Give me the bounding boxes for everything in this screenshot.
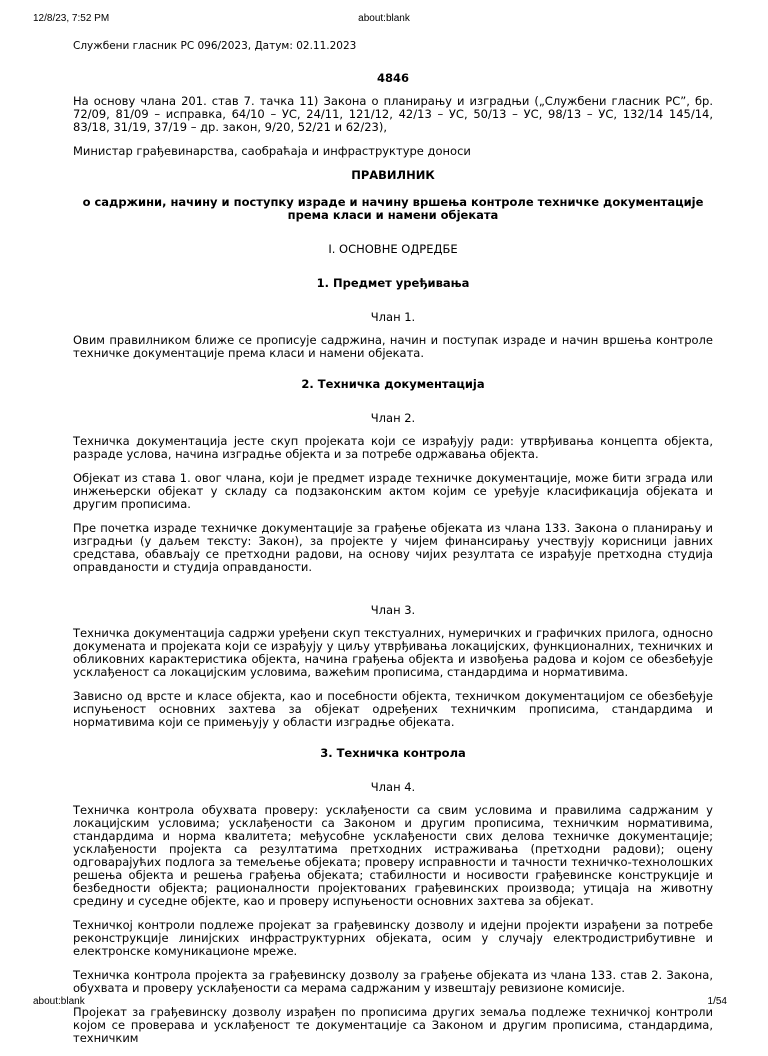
print-page-count: 1/54 xyxy=(707,996,727,1007)
gazette-reference: Службени гласник РС 096/2023, Датум: 02.11.2023 xyxy=(73,40,357,52)
print-url: about:blank xyxy=(33,996,85,1007)
article-3-label: Члан 3. xyxy=(370,603,416,617)
document-body xyxy=(73,40,713,1056)
print-page-title: about:blank xyxy=(358,13,410,24)
article-3-paragraph-1: Техничка документација садржи уређени скуп текстуалних, нумеричких и графичких прилога, односно докумената и пројеката који се израђују у циљу утврђивања локацијских, функционалних, техничких и обликовних карактеристика објекта, начина грађења објекта и извођења радова и којом се обезбеђује усклађеност са локацијским условима, важећим прописима, стандардима и нормативима. xyxy=(73,626,713,679)
article-4-paragraph-4: Пројекат за грађевинску дозволу израђен по прописима других земаља подлеже техничкој контроли којом се проверава и усклађеност те документације са Законом и другим прописима, стандардима, техничким xyxy=(73,1005,713,1045)
document-subtitle: о садржини, начину и поступку израде и начину вршења контроле техничке документације према класи и намени објеката xyxy=(82,195,704,222)
print-datetime: 12/8/23, 7:52 PM xyxy=(33,13,110,24)
article-4-paragraph-2: Техничкој контроли подлеже пројекат за грађевинску дозволу и идејни пројекти израђени за потребе реконструкције линијских инфраструктурних објеката, осим у случају електродистрибутивне и електронске комуникационе мреже. xyxy=(73,918,713,958)
article-4-paragraph-3: Техничка контрола пројекта за грађевинску дозволу за грађење објеката из члана 133. став 2. Закона, обухвата и проверу усклађености са мерама садржаним у извештају ревизионе комисије. xyxy=(73,968,713,995)
document-number: 4846 xyxy=(376,71,409,85)
article-3-paragraph-2: Зависно од врсте и класе објекта, као и посебности објекта, техничком документацијом се обезбеђује испуњеност основних захтева за објекат одређених техничким прописима, стандардима и нормативима који се примењују у области изградње објеката. xyxy=(73,689,713,729)
chapter-heading-3: 3. Техничка контрола xyxy=(320,746,466,760)
article-2-paragraph-3: Пре почетка израде техничке документације за грађење објеката из члана 133. Закона о планирању и изградњи (у даљем тексту: Закон), за пројекте у чијем финансирању учествују корисници јавних средстава, обављају се претходни радови, на основу чијих резултата се израђује претходна студија оправданости и студија оправданости. xyxy=(73,521,713,574)
article-2-label: Члан 2. xyxy=(370,411,416,425)
article-1-paragraph-1: Овим правилником ближе се прописује садржина, начин и поступак израде и начин вршења контроле техничке документације према класи и намени објеката. xyxy=(73,333,713,360)
preamble-legal-basis: На основу члана 201. став 7. тачка 11) Закона о планирању и изградњи („Службени гласник РС”, бр. 72/09, 81/09 – исправка, 64/10 – УС, 24/11, 121/12, 42/13 – УС, 50/13 – УС, 98/13 – УС, 132/14 145/14, 83/18, 31/19, 37/19 – др. закон, 9/20, 52/21 и 62/23), xyxy=(73,94,713,134)
section-heading-1: I. ОСНОВНЕ ОДРЕДБЕ xyxy=(328,242,458,256)
article-4-label: Члан 4. xyxy=(370,780,416,794)
article-2-paragraph-1: Техничка документација јесте скуп пројеката који се израђују ради: утврђивања концепта објекта, разраде услова, начина изградње објекта и за потребе одржавања објекта. xyxy=(73,434,713,461)
chapter-heading-2: 2. Техничка документација xyxy=(301,377,485,391)
article-1-label: Члан 1. xyxy=(370,310,416,324)
chapter-heading-1: 1. Предмет уређивања xyxy=(316,276,470,290)
article-4-paragraph-1: Техничка контрола обухвата проверу: усклађености са свим условима и правилима садржаним у локацијским условима; усклађености са Законом и другим прописима, техничким нормативима, стандардима и норма квалитета; међусобне усклађености свих делова техничке документације; усклађености пројекта са резултатима претходних истраживања (претходни радови); оцену одговарајућих подлога за темељење објеката; проверу исправности и тачности техничко-технолошких решења објекта и решења грађења објеката; стабилности и носивости грађевинске конструкције и безбедности објекта; рационалности пројектованих грађевинских производа; утицаја на животну средину и суседне објекте, као и проверу испуњености основних захтева за објекат. xyxy=(73,803,713,908)
article-2-paragraph-2: Објекат из става 1. овог члана, који је предмет израде техничке документације, може бити зграда или инжењерски објекат у складу са подзаконским актом којим се уређује класификација објеката и другим прописима. xyxy=(73,471,713,511)
preamble-issuer: Министар грађевинарства, саобраћаја и инфраструктуре доноси xyxy=(73,144,471,158)
document-title: ПРАВИЛНИК xyxy=(351,168,435,182)
